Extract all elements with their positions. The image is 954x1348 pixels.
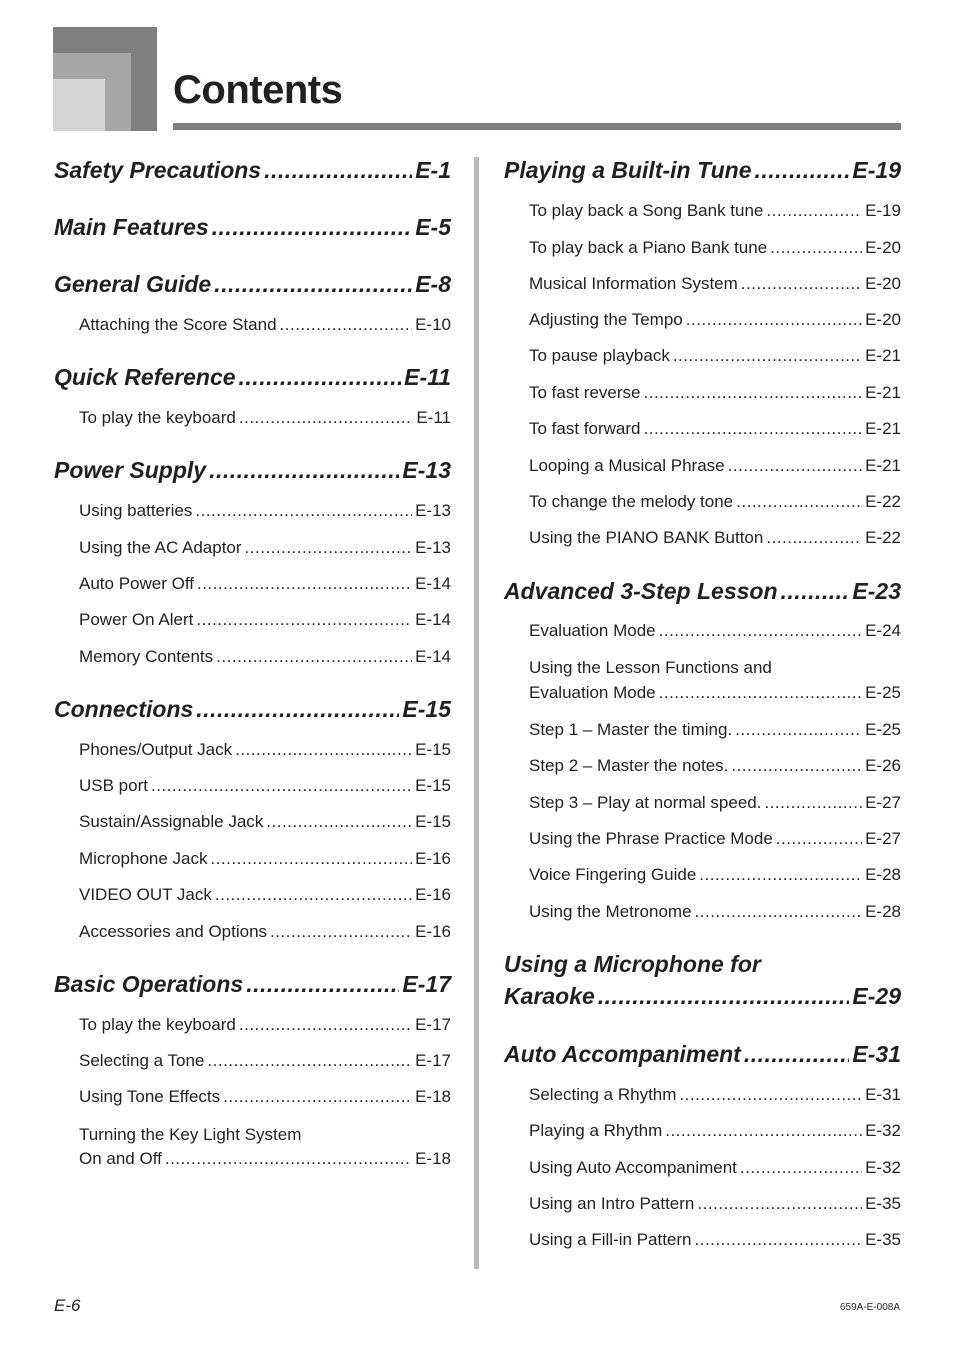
leader-dots bbox=[740, 1156, 862, 1180]
toc-item-using-auto-accompaniment[interactable] bbox=[529, 1156, 901, 1180]
toc-item-adjusting-tempo[interactable] bbox=[529, 308, 901, 332]
toc-entry-label: Auto Power Off bbox=[79, 574, 194, 593]
leader-dots bbox=[679, 1083, 862, 1107]
leader-dots bbox=[686, 308, 862, 332]
toc-item-voice-fingering[interactable] bbox=[529, 863, 901, 887]
leader-dots bbox=[697, 1192, 862, 1216]
leader-dots bbox=[197, 572, 412, 596]
toc-item-tone-effects[interactable] bbox=[79, 1085, 451, 1109]
toc-entry-label: To pause playback bbox=[529, 346, 670, 365]
toc-item-step-2[interactable] bbox=[529, 754, 901, 778]
toc-item-memory-contents[interactable] bbox=[79, 645, 451, 669]
leader-dots bbox=[264, 155, 412, 185]
toc-item-lesson-functions-line1: Using the Lesson Functions and bbox=[529, 658, 772, 677]
toc-item-lesson-functions[interactable] bbox=[529, 681, 901, 705]
toc-entry-label: To play the keyboard bbox=[79, 408, 236, 427]
toc-page-number: E-23 bbox=[852, 578, 901, 604]
toc-entry-label: Using Auto Accompaniment bbox=[529, 1158, 737, 1177]
footer-document-code: 659A-E-008A bbox=[839, 1302, 900, 1313]
leader-dots bbox=[195, 499, 412, 523]
toc-item-accessories-options[interactable] bbox=[79, 920, 451, 944]
toc-entry-label: Adjusting the Tempo bbox=[529, 310, 683, 329]
toc-section-karaoke-line1: Using a Microphone for bbox=[504, 951, 761, 977]
toc-item-musical-information-system[interactable] bbox=[529, 272, 901, 296]
toc-entry-label: Using the AC Adaptor bbox=[79, 538, 242, 557]
toc-section-auto-accompaniment[interactable] bbox=[504, 1039, 901, 1069]
toc-entry-label: Looping a Musical Phrase bbox=[529, 456, 725, 475]
toc-page-number: E-20 bbox=[865, 274, 901, 293]
toc-entry-label: To play back a Piano Bank tune bbox=[529, 238, 768, 257]
leader-dots bbox=[644, 381, 863, 405]
toc-page-number: E-26 bbox=[865, 756, 901, 775]
leader-dots bbox=[735, 718, 862, 742]
toc-item-piano-bank-button[interactable] bbox=[529, 526, 901, 550]
toc-entry-label: General Guide bbox=[54, 271, 212, 297]
toc-entry-label: Auto Accompaniment bbox=[504, 1041, 741, 1067]
toc-entry-label: Step 3 – Play at normal speed. bbox=[529, 793, 762, 812]
toc-page-number: E-35 bbox=[865, 1230, 901, 1249]
toc-entry-label: To fast forward bbox=[529, 419, 641, 438]
toc-item-key-light[interactable] bbox=[79, 1147, 451, 1171]
toc-item-power-on-alert[interactable] bbox=[79, 608, 451, 632]
leader-dots bbox=[245, 536, 413, 560]
toc-item-play-keyboard[interactable] bbox=[79, 1013, 451, 1037]
toc-entry-label: Playing a Rhythm bbox=[529, 1121, 663, 1140]
toc-page-number: E-13 bbox=[402, 457, 451, 483]
leader-dots bbox=[673, 344, 862, 368]
leader-dots bbox=[211, 847, 413, 871]
toc-item-using-batteries[interactable] bbox=[79, 499, 451, 523]
toc-section-power-supply[interactable] bbox=[54, 455, 451, 485]
toc-page-number: E-15 bbox=[415, 776, 451, 795]
leader-dots bbox=[776, 827, 862, 851]
toc-item-intro-pattern[interactable] bbox=[529, 1192, 901, 1216]
toc-item-key-light-line1: Turning the Key Light System bbox=[79, 1125, 302, 1144]
toc-page-number: E-11 bbox=[404, 364, 451, 390]
toc-item-fast-forward[interactable] bbox=[529, 417, 901, 441]
leader-dots bbox=[223, 1085, 412, 1109]
leader-dots bbox=[699, 863, 862, 887]
toc-page-number: E-19 bbox=[865, 201, 901, 220]
toc-page-number: E-32 bbox=[865, 1121, 901, 1140]
toc-page-number: E-27 bbox=[865, 829, 901, 848]
toc-entry-label: To change the melody tone bbox=[529, 492, 734, 511]
toc-item-auto-power-off[interactable] bbox=[79, 572, 451, 596]
toc-page-number: E-11 bbox=[416, 408, 451, 427]
leader-dots bbox=[196, 694, 399, 724]
leader-dots bbox=[207, 1049, 412, 1073]
toc-item-ac-adaptor[interactable] bbox=[79, 536, 451, 560]
leader-dots bbox=[151, 774, 412, 798]
leader-dots bbox=[246, 969, 399, 999]
leader-dots bbox=[695, 900, 863, 924]
toc-page-number: E-16 bbox=[415, 922, 451, 941]
toc-page-number: E-13 bbox=[415, 538, 451, 557]
toc-entry-label: Musical Information System bbox=[529, 274, 738, 293]
toc-entry-label: Quick Reference bbox=[54, 364, 236, 390]
toc-item-phones-output-jack[interactable] bbox=[79, 738, 451, 762]
toc-item-fast-reverse[interactable] bbox=[529, 381, 901, 405]
toc-entry-label: Using the PIANO BANK Button bbox=[529, 528, 764, 547]
toc-item-piano-bank[interactable] bbox=[529, 236, 901, 260]
toc-item-selecting-tone[interactable] bbox=[79, 1049, 451, 1073]
toc-entry-label: Using the Metronome bbox=[529, 902, 692, 921]
toc-page-number: E-19 bbox=[852, 157, 901, 183]
toc-item-pause-playback[interactable] bbox=[529, 344, 901, 368]
toc-item-selecting-rhythm[interactable] bbox=[529, 1083, 901, 1107]
title-rule bbox=[173, 123, 901, 130]
leader-dots bbox=[239, 406, 413, 430]
toc-item-step-3[interactable] bbox=[529, 791, 901, 815]
toc-page-number: E-17 bbox=[402, 971, 451, 997]
toc-page-number: E-10 bbox=[415, 315, 451, 334]
toc-entry-label: Microphone Jack bbox=[79, 849, 208, 868]
toc-item-looping-phrase[interactable] bbox=[529, 454, 901, 478]
toc-page-number: E-18 bbox=[415, 1149, 451, 1168]
toc-page-number: E-15 bbox=[402, 696, 451, 722]
header-decoration-square-inner bbox=[53, 79, 105, 131]
toc-page-number: E-25 bbox=[865, 683, 901, 702]
toc-entry-label: To play back a Song Bank tune bbox=[529, 201, 764, 220]
toc-page-number: E-24 bbox=[865, 621, 901, 640]
toc-page-number: E-15 bbox=[415, 740, 451, 759]
toc-page-number: E-28 bbox=[865, 865, 901, 884]
toc-entry-label: Memory Contents bbox=[79, 647, 214, 666]
leader-dots bbox=[239, 362, 402, 392]
toc-entry-label: Using Tone Effects bbox=[79, 1087, 221, 1106]
leader-dots bbox=[196, 608, 412, 632]
toc-page-number: E-22 bbox=[865, 492, 901, 511]
toc-section-builtin-tune[interactable] bbox=[504, 155, 901, 185]
leader-dots bbox=[741, 272, 862, 296]
leader-dots bbox=[770, 236, 862, 260]
toc-page-number: E-14 bbox=[415, 574, 451, 593]
toc-page-number: E-21 bbox=[865, 419, 901, 438]
toc-entry-label: Voice Fingering Guide bbox=[529, 865, 697, 884]
footer-page-number: E-6 bbox=[54, 1296, 81, 1315]
toc-section-main-features[interactable] bbox=[54, 212, 451, 242]
leader-dots bbox=[736, 490, 862, 514]
toc-entry-label: To play the keyboard bbox=[79, 1015, 236, 1034]
leader-dots bbox=[165, 1147, 412, 1171]
toc-page-number: E-32 bbox=[865, 1158, 901, 1177]
toc-section-karaoke[interactable] bbox=[504, 981, 901, 1011]
leader-dots bbox=[766, 526, 862, 550]
toc-entry-label: Power On Alert bbox=[79, 610, 194, 629]
toc-item-song-bank[interactable] bbox=[529, 199, 901, 223]
toc-item-playing-rhythm[interactable] bbox=[529, 1119, 901, 1143]
leader-dots bbox=[214, 269, 412, 299]
leader-dots bbox=[212, 212, 413, 242]
leader-dots bbox=[598, 981, 850, 1011]
toc-entry-label: Power Supply bbox=[54, 457, 207, 483]
toc-item-melody-tone[interactable] bbox=[529, 490, 901, 514]
toc-item-microphone-jack[interactable] bbox=[79, 847, 451, 871]
page-title: Contents bbox=[173, 68, 343, 112]
toc-item-play-keyboard[interactable] bbox=[79, 406, 451, 430]
leader-dots bbox=[280, 313, 413, 337]
toc-page-number: E-20 bbox=[865, 238, 901, 257]
toc-entry-label: Step 1 – Master the timing. bbox=[529, 720, 733, 739]
toc-page-number: E-22 bbox=[865, 528, 901, 547]
toc-entry-label: Main Features bbox=[54, 214, 209, 240]
toc-page-number: E-14 bbox=[415, 647, 451, 666]
leader-dots bbox=[731, 754, 862, 778]
toc-entry-label: Attaching the Score Stand bbox=[79, 315, 277, 334]
toc-entry-label: Selecting a Tone bbox=[79, 1051, 205, 1070]
toc-item-video-out-jack[interactable] bbox=[79, 883, 451, 907]
toc-page-number: E-15 bbox=[415, 812, 451, 831]
toc-page-number: E-31 bbox=[852, 1041, 901, 1067]
toc-page-number: E-21 bbox=[865, 456, 901, 475]
toc-page-number: E-16 bbox=[415, 885, 451, 904]
toc-page-number: E-18 bbox=[415, 1087, 451, 1106]
leader-dots bbox=[695, 1228, 863, 1252]
leader-dots bbox=[659, 619, 862, 643]
leader-dots bbox=[764, 791, 862, 815]
toc-section-connections[interactable] bbox=[54, 694, 451, 724]
leader-dots bbox=[270, 920, 412, 944]
toc-entry-label: Karaoke bbox=[504, 983, 595, 1009]
leader-dots bbox=[235, 738, 412, 762]
toc-page-number: E-25 bbox=[865, 720, 901, 739]
toc-entry-label: Using an Intro Pattern bbox=[529, 1194, 695, 1213]
toc-entry-label: Evaluation Mode bbox=[529, 621, 656, 640]
toc-entry-label: Basic Operations bbox=[54, 971, 244, 997]
leader-dots bbox=[216, 645, 412, 669]
toc-entry-label: Safety Precautions bbox=[54, 157, 262, 183]
leader-dots bbox=[781, 576, 850, 606]
toc-page-number: E-13 bbox=[415, 501, 451, 520]
toc-entry-label: Step 2 – Master the notes. bbox=[529, 756, 729, 775]
toc-entry-label: Advanced 3-Step Lesson bbox=[504, 578, 778, 604]
toc-section-basic-operations[interactable] bbox=[54, 969, 451, 999]
toc-page-number: E-31 bbox=[865, 1085, 901, 1104]
toc-entry-label: Using batteries bbox=[79, 501, 193, 520]
toc-page-number: E-8 bbox=[415, 271, 451, 297]
toc-item-metronome[interactable] bbox=[529, 900, 901, 924]
toc-item-sustain-jack[interactable] bbox=[79, 810, 451, 834]
toc-entry-label: USB port bbox=[79, 776, 148, 795]
column-divider bbox=[474, 157, 479, 1269]
toc-section-safety-precautions[interactable] bbox=[54, 155, 451, 185]
toc-page-number: E-21 bbox=[865, 383, 901, 402]
toc-page-number: E-35 bbox=[865, 1194, 901, 1213]
toc-page-number: E-14 bbox=[415, 610, 451, 629]
toc-item-evaluation-mode[interactable] bbox=[529, 619, 901, 643]
toc-page-number: E-20 bbox=[865, 310, 901, 329]
toc-page-number: E-29 bbox=[852, 983, 901, 1009]
toc-entry-label: Using the Phrase Practice Mode bbox=[529, 829, 773, 848]
leader-dots bbox=[728, 454, 862, 478]
toc-entry-label: Selecting a Rhythm bbox=[529, 1085, 677, 1104]
toc-page-number: E-16 bbox=[415, 849, 451, 868]
toc-entry-label: Using a Fill-in Pattern bbox=[529, 1230, 692, 1249]
leader-dots bbox=[644, 417, 863, 441]
leader-dots bbox=[209, 455, 399, 485]
leader-dots bbox=[659, 681, 862, 705]
toc-entry-label: Phones/Output Jack bbox=[79, 740, 233, 759]
leader-dots bbox=[266, 810, 412, 834]
toc-page-number: E-17 bbox=[415, 1015, 451, 1034]
toc-item-phrase-practice[interactable] bbox=[529, 827, 901, 851]
toc-entry-label: VIDEO OUT Jack bbox=[79, 885, 212, 904]
toc-entry-label: Evaluation Mode bbox=[529, 683, 656, 702]
leader-dots bbox=[766, 199, 862, 223]
leader-dots bbox=[215, 883, 412, 907]
toc-item-attaching-score-stand[interactable] bbox=[79, 313, 451, 337]
toc-page-number: E-1 bbox=[415, 157, 451, 183]
toc-item-step-1[interactable] bbox=[529, 718, 901, 742]
toc-entry-label: Playing a Built-in Tune bbox=[504, 157, 752, 183]
leader-dots bbox=[239, 1013, 412, 1037]
leader-dots bbox=[665, 1119, 862, 1143]
toc-item-usb-port[interactable] bbox=[79, 774, 451, 798]
toc-section-3-step-lesson[interactable] bbox=[504, 576, 901, 606]
toc-entry-label: Accessories and Options bbox=[79, 922, 268, 941]
toc-entry-label: Connections bbox=[54, 696, 194, 722]
toc-section-quick-reference[interactable] bbox=[54, 362, 451, 392]
toc-page-number: E-27 bbox=[865, 793, 901, 812]
toc-item-fill-in-pattern[interactable] bbox=[529, 1228, 901, 1252]
toc-page-number: E-5 bbox=[415, 214, 451, 240]
leader-dots bbox=[755, 155, 850, 185]
toc-page-number: E-17 bbox=[415, 1051, 451, 1070]
toc-page-number: E-21 bbox=[865, 346, 901, 365]
toc-section-general-guide[interactable] bbox=[54, 269, 451, 299]
toc-entry-label: To fast reverse bbox=[529, 383, 641, 402]
leader-dots bbox=[744, 1039, 850, 1069]
toc-entry-label: On and Off bbox=[79, 1149, 162, 1168]
toc-entry-label: Sustain/Assignable Jack bbox=[79, 812, 264, 831]
toc-page-number: E-28 bbox=[865, 902, 901, 921]
